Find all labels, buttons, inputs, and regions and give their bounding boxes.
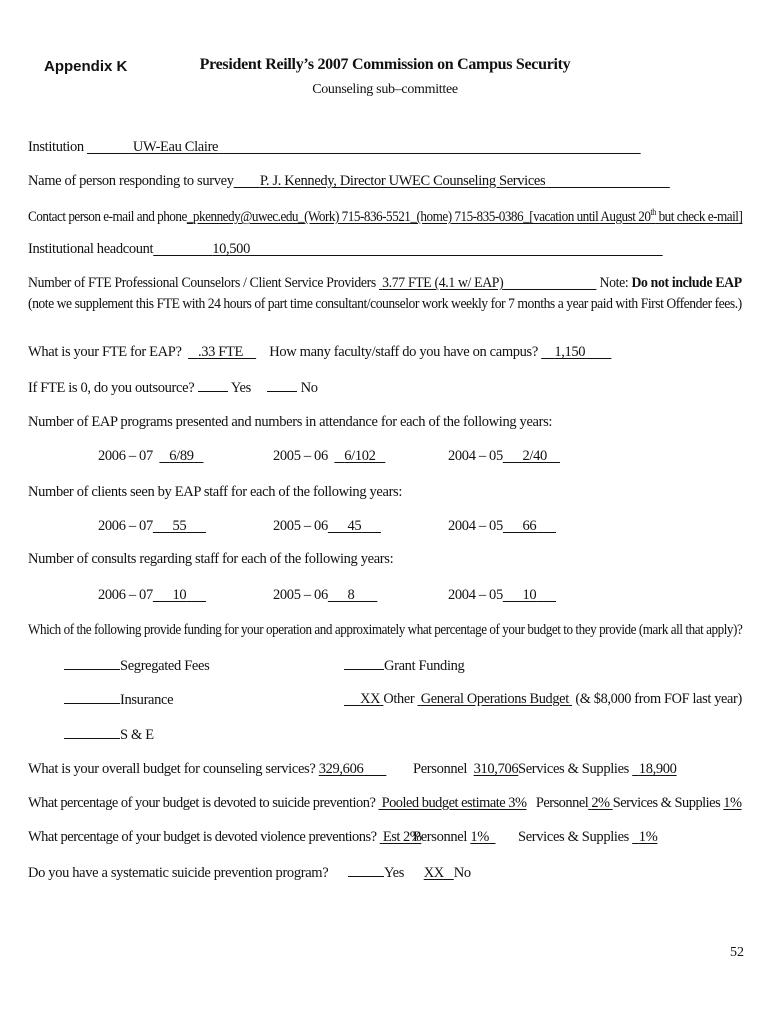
funding-other: XX Other General Operations Budget (& $8,000 from FOF last year) [344, 691, 742, 708]
headcount-value: 10,500 [212, 241, 250, 257]
suicide-personnel-value: 2% [591, 795, 610, 811]
contact-label: Contact person e-mail and phone [28, 208, 187, 225]
eap-fte-row [28, 344, 611, 361]
eap-programs-2005: 2005 – 06 6/102 [273, 448, 376, 464]
funding-label: Which of the following provide funding for your operation and approximately what percentage of your budget to they provide (mark all that apply)? [28, 622, 743, 638]
other-note: (& $8,000 from FOF last year) [575, 691, 742, 707]
segregated-fees-blank[interactable] [64, 657, 120, 670]
outsource-yes-blank[interactable] [198, 379, 228, 392]
violence-services: Services & Supplies 1% [518, 829, 658, 845]
systematic-row: Do you have a systematic suicide prevention program? Yes XX No [28, 865, 471, 881]
systematic-yes-blank[interactable] [348, 864, 384, 877]
respondent-row [28, 173, 670, 190]
fte-counselors-row [28, 275, 742, 292]
respondent-value: P. J. Kennedy, Director UWEC Counseling Services [259, 173, 546, 189]
contact-row [28, 207, 742, 226]
eap-fte-label: What is your FTE for EAP? [28, 344, 182, 360]
eap-programs-label: Number of EAP programs presented and numbers in attendance for each of the following years: [28, 414, 553, 430]
outsource-no-blank[interactable] [267, 379, 297, 392]
faculty-staff-value: 1,150 [554, 344, 586, 360]
funding-s-and-e: S & E [64, 726, 154, 744]
outsource-row [28, 379, 318, 397]
headcount-row [28, 241, 663, 258]
outsource-no-label: No [300, 380, 318, 396]
consults-2005: 2005 – 06 8 [273, 587, 355, 603]
document-subtitle: Counseling sub–committee [312, 82, 458, 97]
contact-value: _pkennedy@uwec.edu_(Work) 715-836-5521_(home) 715-835-0386_[vacation until August 20th but check e-mail] [186, 207, 743, 225]
respondent-label: Name of person responding to survey [28, 173, 234, 189]
overall-services: Services & Supplies 18,900 [518, 761, 677, 777]
s-and-e-blank[interactable] [64, 726, 120, 739]
faculty-staff-label: How many faculty/staff do you have on campus? [269, 344, 538, 360]
institution-label: Institution [28, 139, 84, 155]
headcount-label: Institutional headcount [28, 241, 154, 257]
fte-note: (note we supplement this FTE with 24 hours of part time consultant/counselor work weekly for 7 months a year paid with First Offender fees.) [28, 296, 742, 312]
consults-label: Number of consults regarding staff for each of the following years: [28, 551, 394, 567]
consults-2004: 2004 – 05 10 [448, 587, 537, 603]
overall-personnel: Personnel 310,706 [413, 761, 519, 777]
violence-personnel-value: 1% [470, 829, 489, 845]
eap-clients-label: Number of clients seen by EAP staff for each of the following years: [28, 484, 403, 500]
eap-clients-2005: 2005 – 06 45 [273, 518, 362, 534]
eap-programs-2004: 2004 – 05 2/40 [448, 448, 547, 464]
overall-budget-row: What is your overall budget for counseling services? 329,606 [28, 761, 386, 778]
fte-counselors-value: 3.77 FTE (4.1 w/ EAP) [382, 275, 504, 291]
eap-fte-value: .33 FTE [197, 344, 244, 360]
grant-funding-blank[interactable] [344, 657, 384, 670]
document-title: President Reilly’s 2007 Commission on Campus Security [199, 56, 571, 73]
institution-value: UW-Eau Claire [132, 139, 219, 155]
outsource-label: If FTE is 0, do you outsource? [28, 380, 195, 396]
violence-pct-value: Est 2% [382, 829, 422, 845]
violence-services-value: 1% [638, 829, 658, 845]
note-bold: Do not include EAP [631, 275, 742, 291]
systematic-no-mark[interactable]: XX [423, 865, 444, 881]
fte-counselors-label: Number of FTE Professional Counselors / Client Service Providers [28, 275, 376, 291]
eap-clients-2006: 2006 – 07 55 [98, 518, 187, 534]
overall-budget-value: 329,606 [318, 761, 364, 777]
violence-pct-row: What percentage of your budget is devoted violence preventions? Est 2% [28, 829, 422, 845]
institution-row [28, 139, 641, 156]
insurance-blank[interactable] [64, 691, 120, 704]
suicide-pct-row: What percentage of your budget is devoted to suicide prevention? Pooled budget estimate 3% Personnel 2% Services & Supplies 1% [28, 795, 742, 811]
eap-clients-2004: 2004 – 05 66 [448, 518, 537, 534]
other-value: General Operations Budget [420, 691, 569, 707]
note-label: Note: [599, 275, 629, 291]
funding-grant: Grant Funding [344, 657, 464, 675]
appendix-label: Appendix K [44, 58, 128, 75]
outsource-yes-label: Yes [230, 380, 251, 396]
violence-personnel: Personnel 1% [413, 829, 496, 846]
eap-programs-2006: 2006 – 07 6/89 [98, 448, 194, 464]
suicide-pct-value: Pooled budget estimate 3% [381, 795, 527, 811]
page-number: 52 [730, 945, 744, 960]
suicide-services-value: 1% [723, 795, 742, 811]
other-mark[interactable]: XX [360, 691, 381, 707]
funding-segregated-fees: Segregated Fees [64, 657, 209, 675]
consults-2006: 2006 – 07 10 [98, 587, 187, 603]
funding-insurance: Insurance [64, 691, 173, 709]
